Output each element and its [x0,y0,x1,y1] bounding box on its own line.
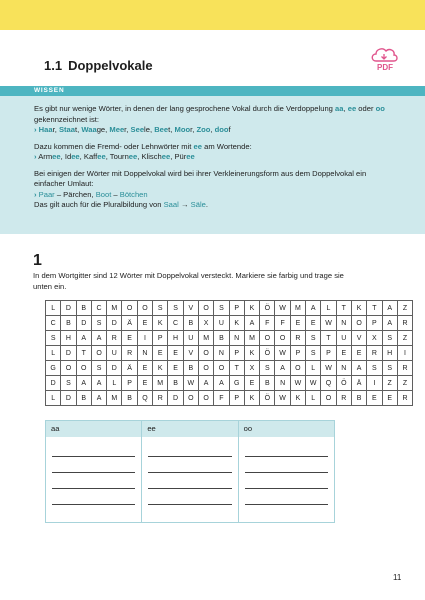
grid-cell[interactable]: L [306,361,321,376]
wissen-paragraph-3: Bei einigen der Wörter mit Doppelvokal wird bei ihrer Verkleinerungsform aus dem Doppelvokal ein einfacher Umlaut: › Paar – Pärchen, Boot – Bötchen Das gilt auch für die Pluralbildung von Saal → Säle. [34,168,367,209]
grid-cell[interactable]: L [46,346,61,361]
example-word: Armee [38,152,61,161]
grid-cell[interactable]: O [122,301,137,316]
grid-cell[interactable]: E [244,376,259,391]
grid-cell[interactable]: H [168,331,183,346]
answer-line[interactable] [148,479,231,489]
grid-cell[interactable]: O [198,346,213,361]
grid-cell[interactable]: O [183,391,198,406]
example-word: Seele [130,125,150,134]
wissen-label: WISSEN [0,86,425,96]
grid-cell[interactable]: Z [382,376,397,391]
grid-cell[interactable]: W [275,391,290,406]
grid-cell[interactable]: S [382,361,397,376]
grid-cell[interactable]: S [168,301,183,316]
grid-cell[interactable]: N [137,346,152,361]
grid-cell[interactable]: D [61,346,76,361]
grid-cell[interactable]: S [382,331,397,346]
grid-cell[interactable]: U [336,331,351,346]
grid-cell[interactable]: A [91,331,106,346]
grid-cell[interactable]: B [214,331,229,346]
grid-cell[interactable]: N [336,316,351,331]
grid-cell[interactable]: C [91,301,106,316]
grid-cell[interactable]: R [367,346,382,361]
grid-cell[interactable]: M [107,301,122,316]
grid-cell[interactable]: K [153,316,168,331]
grid-cell[interactable]: A [382,316,397,331]
example-word: Haar [38,125,55,134]
grid-cell[interactable]: E [122,331,137,346]
chevron-right-icon: › [34,189,37,199]
grid-cell[interactable]: R [397,316,412,331]
answer-line[interactable] [148,447,231,457]
example-word: doof [214,125,231,134]
example-word: Waage [81,125,106,134]
grid-cell[interactable]: S [306,346,321,361]
grid-cell[interactable]: T [321,331,336,346]
grid-cell[interactable]: V [351,331,366,346]
grid-cell[interactable]: K [290,391,305,406]
example-word: Beet [154,125,171,134]
grid-cell[interactable]: U [107,346,122,361]
grid-cell[interactable]: E [367,391,382,406]
example-word: Püree [174,152,195,161]
grid-row [46,331,413,346]
grid-cell[interactable]: M [107,391,122,406]
grid-cell[interactable]: V [183,301,198,316]
grid-cell[interactable]: E [168,346,183,361]
grid-cell[interactable]: U [183,331,198,346]
chevron-right-icon: › [34,125,37,134]
grid-cell[interactable]: X [244,361,259,376]
answer-line[interactable] [52,463,135,473]
grid-cell[interactable]: D [107,316,122,331]
grid-cell[interactable]: I [137,331,152,346]
grid-cell[interactable]: O [260,331,275,346]
grid-cell[interactable]: K [351,301,366,316]
example-list-1: Haar, Staat, Waage, Meer, Seele, Beet, Moor, Zoo, doof [38,125,231,134]
grid-cell[interactable]: M [153,376,168,391]
grid-cell[interactable]: S [214,301,229,316]
grid-cell[interactable]: R [336,391,351,406]
grid-cell[interactable]: R [397,361,412,376]
grid-cell[interactable]: E [168,361,183,376]
grid-cell[interactable]: Z [397,376,412,391]
grid-cell[interactable]: E [290,316,305,331]
grid-cell[interactable]: K [229,316,244,331]
grid-cell[interactable]: G [46,361,61,376]
grid-cell[interactable]: A [382,301,397,316]
grid-cell[interactable]: S [91,361,106,376]
grid-cell[interactable]: P [122,376,137,391]
example-word: Tournee [109,152,138,161]
grid-cell[interactable]: S [46,331,61,346]
grid-cell[interactable]: S [153,301,168,316]
grid-cell[interactable]: M [290,301,305,316]
grid-cell[interactable]: P [229,301,244,316]
pdf-label: PDF [377,63,393,72]
grid-cell[interactable]: B [76,391,91,406]
section-title: Doppelvokale [68,58,153,73]
grid-cell[interactable]: Ö [260,391,275,406]
grid-cell[interactable]: O [198,301,213,316]
grid-cell[interactable]: F [275,316,290,331]
grid-cell[interactable]: V [183,346,198,361]
grid-cell[interactable]: Ä [122,316,137,331]
grid-cell[interactable]: Q [321,376,336,391]
grid-cell[interactable]: I [397,346,412,361]
example-word: Zoo [196,125,211,134]
grid-cell[interactable]: D [61,301,76,316]
grid-cell[interactable]: A [91,376,106,391]
grid-cell[interactable]: Ö [336,376,351,391]
top-color-band [0,0,425,30]
grid-cell[interactable]: M [244,331,259,346]
grid-row [46,346,413,361]
grid-cell[interactable]: S [306,331,321,346]
grid-cell[interactable]: B [168,376,183,391]
answer-line[interactable] [245,495,328,505]
grid-cell[interactable]: U [214,316,229,331]
answer-line[interactable] [148,463,231,473]
answer-column-header: ee [142,421,238,437]
answer-column [46,437,142,523]
grid-cell[interactable]: X [367,331,382,346]
grid-cell[interactable]: R [107,331,122,346]
grid-cell[interactable]: Ä [351,376,366,391]
example-word: Staat [58,125,78,134]
grid-cell[interactable]: L [107,376,122,391]
example-word: Klischee [141,152,171,161]
grid-cell[interactable]: A [275,361,290,376]
grid-cell[interactable]: W [321,316,336,331]
grid-cell[interactable]: P [229,391,244,406]
grid-cell[interactable]: A [244,316,259,331]
grid-cell[interactable]: C [168,316,183,331]
grid-cell[interactable]: O [91,346,106,361]
grid-cell[interactable]: O [76,361,91,376]
grid-cell[interactable]: N [214,346,229,361]
answer-line[interactable] [245,479,328,489]
grid-cell[interactable]: T [229,361,244,376]
grid-row [46,391,413,406]
grid-cell[interactable]: K [244,391,259,406]
answer-line[interactable] [245,447,328,457]
grid-cell[interactable]: R [122,346,137,361]
grid-cell[interactable]: R [397,391,412,406]
grid-cell[interactable]: A [91,391,106,406]
grid-cell[interactable]: S [61,376,76,391]
grid-cell[interactable]: B [122,391,137,406]
grid-cell[interactable]: S [91,316,106,331]
grid-cell[interactable]: B [183,316,198,331]
grid-cell[interactable]: W [275,301,290,316]
example-word: Meer [109,125,127,134]
grid-cell[interactable]: Ö [260,301,275,316]
grid-cell[interactable]: K [244,301,259,316]
grid-cell[interactable]: O [214,361,229,376]
word-search-grid[interactable] [45,300,413,406]
grid-cell[interactable]: W [275,346,290,361]
grid-cell[interactable]: X [198,316,213,331]
grid-cell[interactable]: L [46,301,61,316]
answer-column [238,437,334,523]
answer-column-header: oo [238,421,334,437]
grid-cell[interactable]: M [198,331,213,346]
grid-cell[interactable]: O [198,391,213,406]
grid-cell[interactable]: W [321,361,336,376]
wissen-paragraph-1: Es gibt nur wenige Wörter, in denen der lang gesprochene Vokal durch die Verdoppelung aa, ee oder oo gekennzeichnet ist: › Haar, Staat, Waage, Meer, Seele, Beet, Moor, Zoo, doof [34,104,385,134]
grid-cell[interactable]: E [351,346,366,361]
grid-cell[interactable]: D [76,316,91,331]
grid-cell[interactable]: A [76,331,91,346]
example-word: Idee [64,152,80,161]
grid-cell[interactable]: O [137,301,152,316]
answer-line[interactable] [52,447,135,457]
grid-cell[interactable]: P [321,346,336,361]
grid-cell[interactable]: E [336,346,351,361]
grid-cell[interactable]: K [244,346,259,361]
grid-cell[interactable]: A [198,376,213,391]
grid-cell[interactable]: H [61,331,76,346]
grid-cell[interactable]: C [46,316,61,331]
grid-cell[interactable]: R [153,391,168,406]
grid-cell[interactable]: A [306,301,321,316]
grid-cell[interactable]: E [137,376,152,391]
grid-cell[interactable]: B [260,376,275,391]
grid-cell[interactable]: D [107,361,122,376]
wissen-text [34,104,394,217]
grid-cell[interactable]: B [76,301,91,316]
grid-row [46,361,413,376]
chevron-right-icon: › [34,152,37,161]
grid-cell[interactable]: Z [397,301,412,316]
answer-column-header: aa [46,421,142,437]
grid-cell[interactable]: Ö [260,346,275,361]
grid-cell[interactable]: E [137,361,152,376]
grid-cell[interactable]: B [61,316,76,331]
grid-cell[interactable]: O [198,361,213,376]
grid-cell[interactable]: W [290,376,305,391]
grid-cell[interactable]: P [229,346,244,361]
example-word: Moor [174,125,193,134]
grid-cell[interactable]: O [351,316,366,331]
grid-cell[interactable]: N [229,331,244,346]
grid-cell[interactable]: P [153,331,168,346]
grid-cell[interactable]: P [367,316,382,331]
grid-cell[interactable]: D [46,376,61,391]
grid-cell[interactable]: E [382,391,397,406]
pdf-cloud-icon[interactable] [368,45,400,75]
grid-cell[interactable]: F [260,316,275,331]
answer-line[interactable] [52,479,135,489]
grid-cell[interactable]: O [321,391,336,406]
grid-cell[interactable]: S [367,361,382,376]
example-word: Kaffee [83,152,106,161]
grid-cell[interactable]: N [336,361,351,376]
example-list-2: Armee, Idee, Kaffee, Tournee, Klischee, Püree [38,152,195,161]
grid-cell[interactable]: Q [137,391,152,406]
page-number: 11 [393,573,402,582]
grid-cell[interactable]: T [76,346,91,361]
answer-line[interactable] [148,495,231,505]
grid-cell[interactable]: G [229,376,244,391]
grid-cell[interactable]: F [214,391,229,406]
grid-cell[interactable]: O [61,361,76,376]
grid-cell[interactable]: A [76,376,91,391]
section-heading [44,58,153,73]
grid-cell[interactable]: E [137,316,152,331]
grid-cell[interactable]: N [275,376,290,391]
grid-cell[interactable]: R [290,331,305,346]
grid-cell[interactable]: L [321,301,336,316]
grid-cell[interactable]: T [336,301,351,316]
grid-cell[interactable]: H [382,346,397,361]
grid-cell[interactable]: P [290,346,305,361]
section-number: 1.1 [44,58,63,73]
grid-cell[interactable]: L [306,391,321,406]
task-instruction: In dem Wortgitter sind 12 Wörter mit Doppelvokal versteckt. Markiere sie farbig und trage sie unten ein. [33,271,344,291]
grid-cell[interactable]: A [351,361,366,376]
grid-cell[interactable]: D [61,391,76,406]
task-number: 1 [33,252,42,269]
grid-row [46,376,413,391]
grid-cell[interactable]: T [367,301,382,316]
grid-cell[interactable]: E [306,316,321,331]
arrow-right-icon: → [180,200,189,209]
grid-cell[interactable]: S [260,361,275,376]
grid-cell[interactable]: O [290,361,305,376]
grid-cell[interactable]: W [306,376,321,391]
answer-table [45,420,335,523]
grid-cell[interactable]: I [367,376,382,391]
answer-line[interactable] [245,463,328,473]
grid-row [46,316,413,331]
grid-cell[interactable]: B [351,391,366,406]
grid-cell[interactable]: B [183,361,198,376]
grid-cell[interactable]: Ä [122,361,137,376]
grid-cell[interactable]: D [168,391,183,406]
grid-cell[interactable]: O [275,331,290,346]
answer-column [142,437,238,523]
grid-cell[interactable]: E [153,346,168,361]
grid-cell[interactable]: Z [397,331,412,346]
answer-line[interactable] [52,495,135,505]
grid-cell[interactable]: L [46,391,61,406]
wissen-paragraph-2: Dazu kommen die Fremd- oder Lehnwörter mit ee am Wortende: › Armee, Idee, Kaffee, Tournee, Klischee, Püree [34,141,252,161]
grid-row [46,301,413,316]
grid-cell[interactable]: K [153,361,168,376]
grid-cell[interactable]: A [214,376,229,391]
grid-cell[interactable]: W [183,376,198,391]
wissen-info-box [0,86,425,234]
